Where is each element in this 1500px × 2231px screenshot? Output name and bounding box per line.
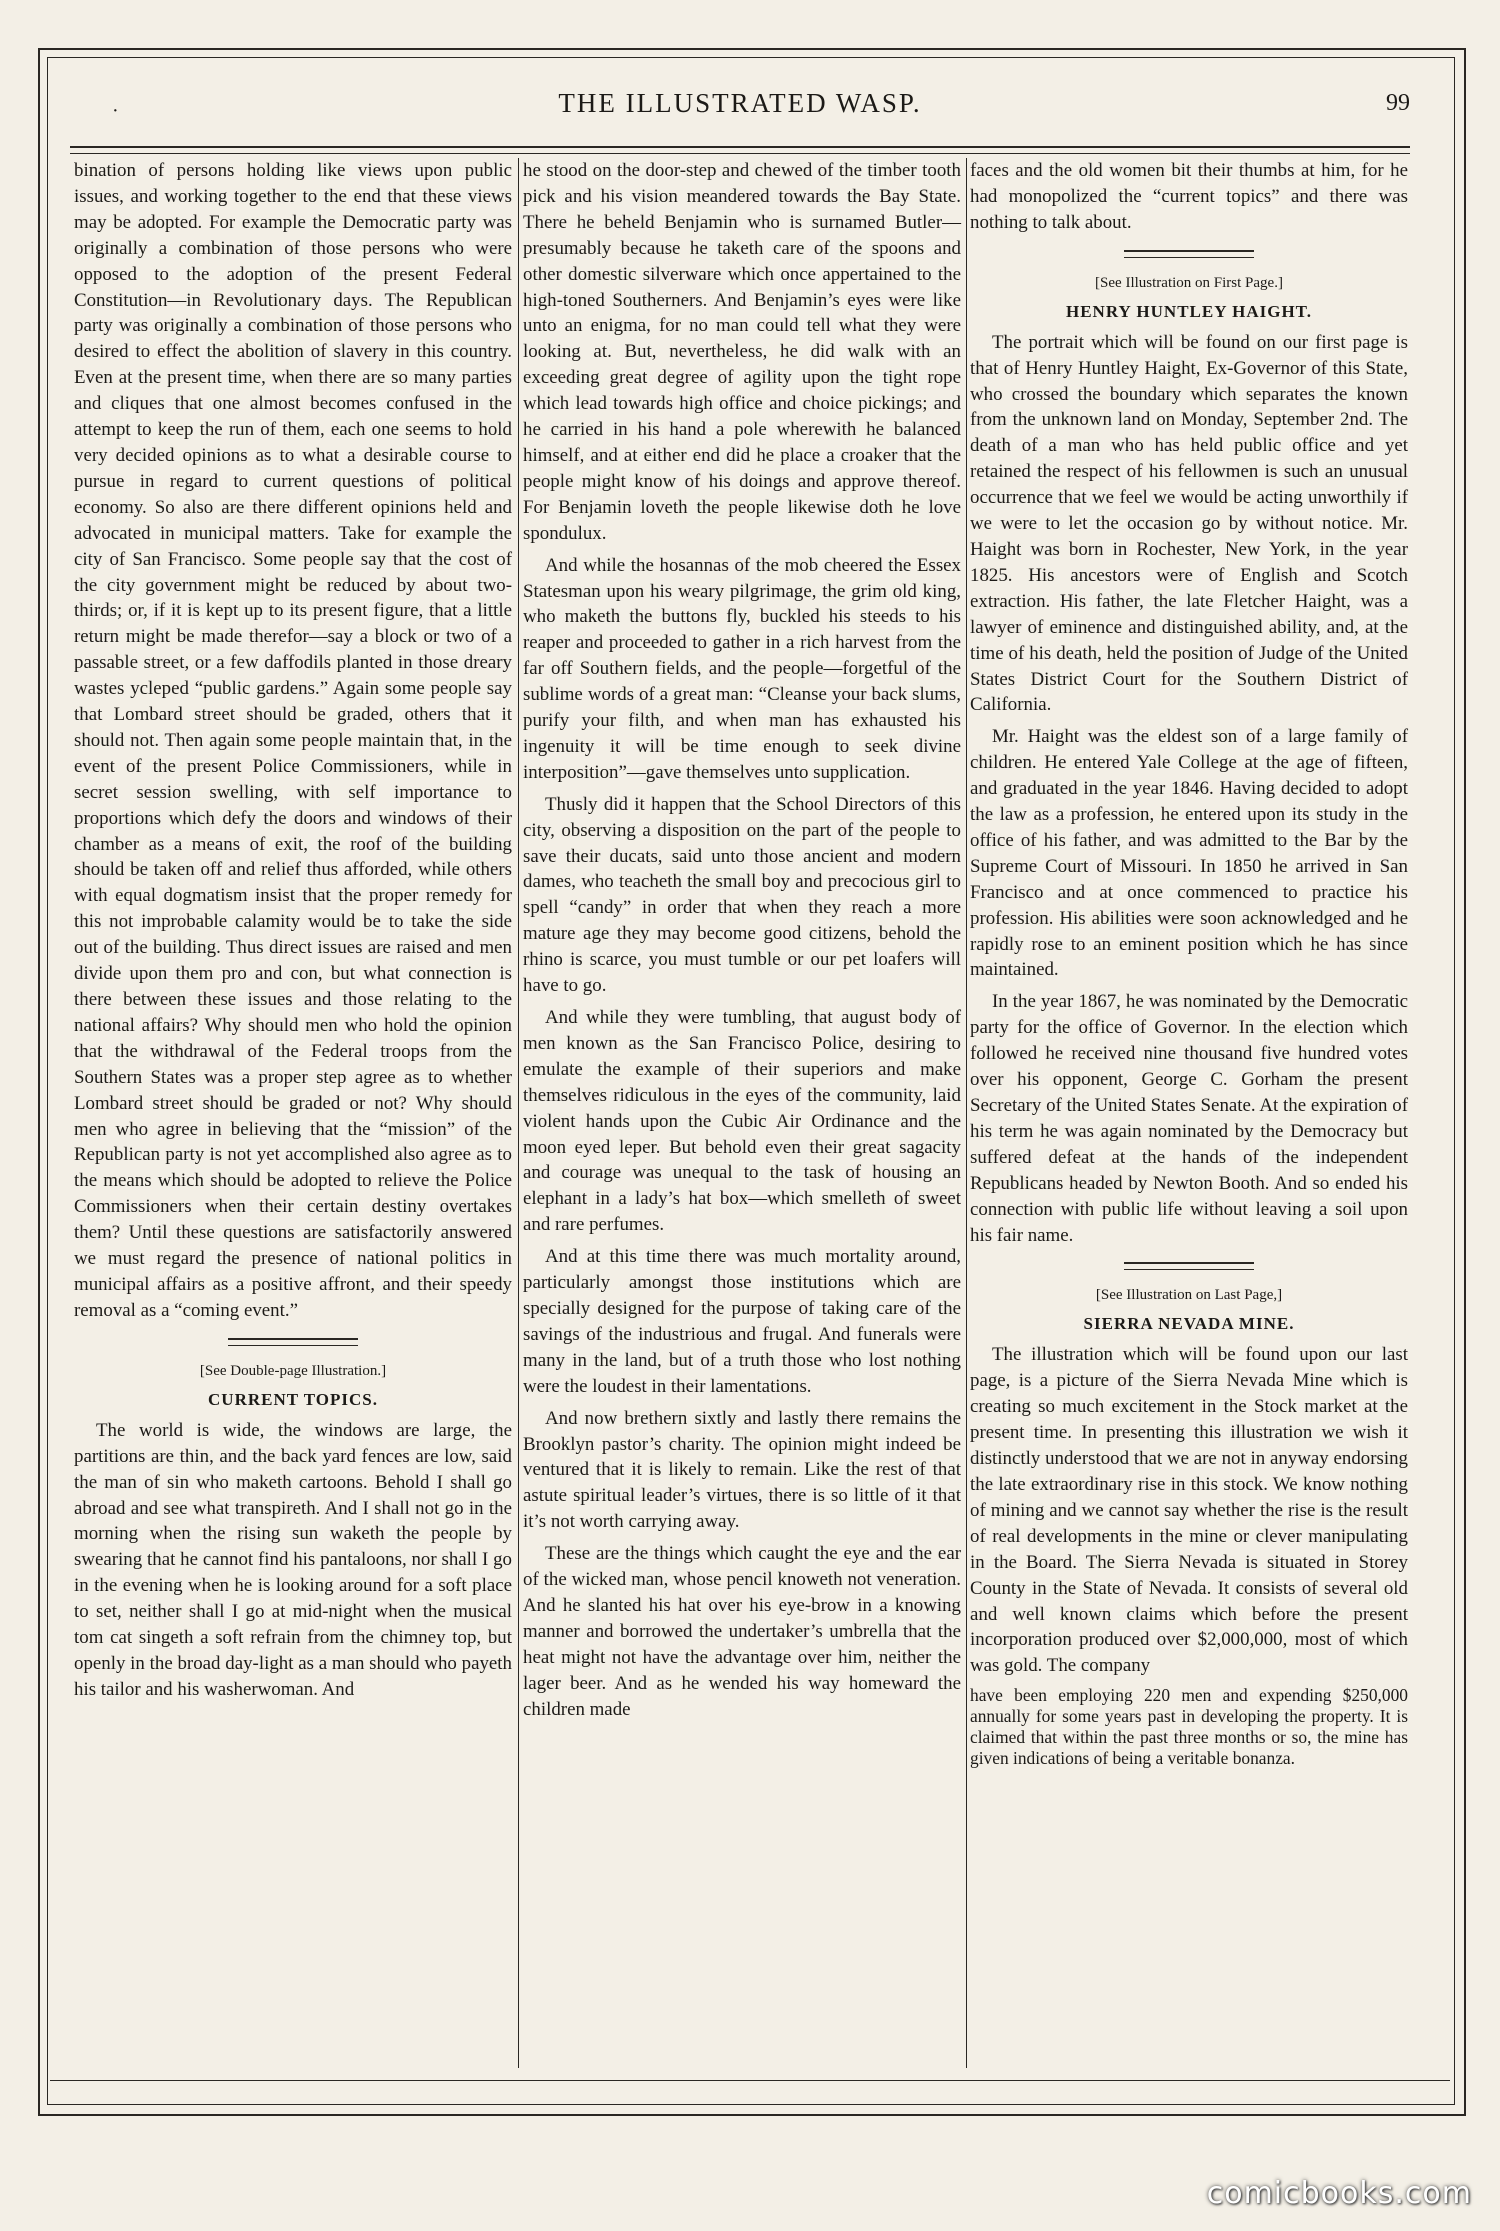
article-paragraph: In the year 1867, he was nominated by the Democratic party for the office of Governor. In the election which followed he received nine thousand five hundred votes over his opponent, George C. Gorham the present Secretary of the United States Senate. At the expiration of his term he was again nominated by the Democracy but suffered defeat at the hands of the independent Republicans headed by Newton Booth. And so ended his connection with public life without leaving a soil upon his fair name. [970, 991, 1408, 1246]
article-paragraph: faces and the old women bit their thumbs at him, for he had monopolized the “current topics” and there was nothing to talk about. [970, 160, 1408, 233]
article-paragraph: he stood on the door-step and chewed of the timber tooth pick and his vision meandered towards the Bay State. There he beheld Benjamin who is surnamed Butler—presumably because he taketh care of the spoons and other domestic silverware which once appertained to the high-toned Southerners. And Benjamin’s eyes were like unto an enigma, for no man could tell what they were looking at. But, nevertheless, he did walk with an exceeding great degree of agility upon the tight rope which lead towards high office and choice pickings; and he carried in his hand a pole wherewith he balanced himself, and at either end did he place a croaker that the people might know of his doings and approve thereof. For Benjamin loveth the people likewise doth he love spondulux. [523, 160, 961, 544]
footer-rule [50, 2080, 1450, 2081]
article-paragraph: And now brethern sixtly and lastly there remains the Brooklyn pastor’s charity. The opinion might indeed be ventured that it is likely to remain. Like the rest of that astute spiritual leader’s virtues, there is so little of it that it’s not worth carrying away. [523, 1407, 961, 1533]
column-1 [74, 158, 512, 1709]
article-paragraph: Mr. Haight was the eldest son of a large family of children. He entered Yale College at the age of fifteen, and graduated in the year 1846. Having decided to adopt the law as a profession, he entered upon its study in the office of his father, and was admitted to the Bar by the Supreme Court of Missouri. In 1850 he arrived in San Francisco and at once commenced to practice his profession. His abilities were soon acknowledged and he rapidly rose to an eminent position which he has since maintained. [970, 726, 1408, 981]
section-separator [1124, 250, 1254, 258]
section-separator [1124, 1262, 1254, 1270]
column-divider-1 [518, 158, 519, 2068]
illustration-reference: [See Double-page Illustration.] [199, 1362, 387, 1379]
article-paragraph: These are the things which caught the eye and the ear of the wicked man, whose pencil knoweth not veneration. And he slanted his hat over his eye-brow in a knowing manner and borrowed the undertaker’s umbrella that the heat might not have the advantage over him, neither the lager beer. And as he wended his way homeward the children made [523, 1543, 961, 1720]
page-header [70, 82, 1410, 132]
header-rule [70, 146, 1410, 154]
article-paragraph: have been employing 220 men and expending $250,000 annually for some years past in developing the property. It is claimed that within the past three months or so, the mine has given indications of being a veritable bonanza. [970, 1685, 1408, 1769]
watermark: comicbooks.com [1206, 2176, 1472, 2211]
section-title-current-topics: CURRENT TOPICS. [208, 1389, 378, 1409]
article-paragraph: The world is wide, the windows are large, the partitions are thin, and the back yard fences are low, said the man of sin who maketh cartoons. Behold I shall go abroad and see what transpireth. And I shall not go in the morning when the rising sun waketh the people by swearing that he cannot find his pantaloons, nor shall I go in the evening when he is looking around for a soft place to set, neither shall I go at mid-night when the musical tom cat singeth a soft refrain from the chimney top, but openly in the broad day-light as a man should who payeth his tailor and his washerwoman. And [74, 1419, 512, 1700]
illustration-reference: [See Illustration on First Page.] [1095, 274, 1283, 291]
section-title-haight: HENRY HUNTLEY HAIGHT. [1066, 301, 1312, 321]
article-paragraph: And at this time there was much mortality around, particularly amongst those institutions which are specially designed for the purpose of taking care of the savings of the industrious and frugal. And funerals were many in the land, but of a truth those who lost nothing were the loudest in their lamentations. [523, 1246, 961, 1397]
masthead-title: THE ILLUSTRATED WASP. [558, 88, 922, 118]
column-divider-2 [966, 158, 967, 2068]
article-paragraph: The illustration which will be found upon our last page, is a picture of the Sierra Nevada Mine which is creating so much excitement in the Stock market at the present time. In presenting this illustration we wish it distinctly understood that we are not in anyway endorsing the late extraordinary rise in this stock. We know nothing of mining and we cannot say whether the rise is the result of real developments in the mine or clever manipulating in the Board. The Sierra Nevada is situated in Storey County in the State of Nevada. It consists of several old and well known claims which before the present incorporation produced over $2,000,000, most of which was gold. The company [970, 1344, 1408, 1677]
illustration-reference: [See Illustration on Last Page,] [1095, 1287, 1283, 1304]
article-paragraph: And while the hosannas of the mob cheered the Essex Statesman upon his weary pilgrimage, the grim old king, who maketh the buttons fly, buckled his steeds to his reaper and proceeded to gather in a rich harvest from the far off Southern fields, and the people—forgetful of the sublime words of a great man: “Cleanse your back slums, purify your filth, and when man has exhausted his ingenuity it will be time enough to seek divine interposition”—gave themselves unto supplication. [523, 554, 961, 783]
header-ornament: · [112, 100, 119, 122]
article-paragraph: The portrait which will be found on our first page is that of Henry Huntley Haight, Ex-Governor of this State, who crossed the boundary which separates the known from the unknown land on Monday, September 2nd. The death of a man who has held public office and yet retained the respect of his fellowmen is such an unusual occurrence that we feel we would be acting unworthily if we were to let the occasion go by without notice. Mr. Haight was born in Rochester, New York, in the year 1825. His ancestors were of English and Scotch extraction. His father, the late Fletcher Haight, was a lawyer of eminence and distinguished ability, and, at the time of his death, held the position of Judge of the United States District Court for the Southern District of California. [970, 331, 1408, 716]
article-paragraph: Thusly did it happen that the School Directors of this city, observing a disposition on the part of the people to save their ducats, said unto those ancient and modern dames, who teacheth the small boy and precocious girl to spell “candy” in order that when they reach a more mature age they may become good citizens, behold the rhino is scarce, you must tumble or our pet loafers will have to go. [523, 793, 961, 997]
article-paragraph: And while they were tumbling, that august body of men known as the San Francisco Police, desiring to emulate the example of their superiors and make themselves ridiculous in the eyes of the community, laid violent hands upon the Cubic Air Ordinance and the moon eyed leper. But behold even their great sagacity and courage was unequal to the task of housing an elephant in a lady’s hat box—which smelleth of sweet and rare perfumes. [523, 1007, 961, 1236]
column-2 [523, 158, 961, 1728]
page-number: 99 [1386, 90, 1410, 116]
article-paragraph: bination of persons holding like views upon public issues, and working together to the end that these views may be adopted. For example the Democratic party was originally a combination of those persons who were opposed to the adoption of the present Federal Constitution—in Revolutionary days. The Republican party was originally a combination of those persons who desired to effect the abolition of slavery in this country. Even at the present time, when there are so many parties and cliques that one almost becomes confused in the attempt to keep the run of them, each one seems to hold very decided opinions as to what a desirable course to pursue in regard to current questions of political economy. So also are there different opinions held and advocated in municipal matters. Take for example the city of San Francisco. Some people say that the cost of the city government might be reduced by about two-thirds; or, if it is kept up to its present figure, that a little return might be made therefor—say a block or two of a passable street, or a few daffodils planted in those dreary wastes ycleped “public gardens.” Again some people say that Lombard street should be graded, others that it should not. Then again some people maintain that, in the event of the present Police Commissioners, while in secret session swelling, with self importance to proportions which defy the doors and windows of their chamber as a means of exit, the roof of the building should be taken off and relief thus afforded, while others with equal dogmatism insist that the proper remedy for this not improbable calamity would be to take the side out of the building. Thus direct issues are raised and men divide upon them pro and con, but what connection is there between these issues and those relating to the national affairs? Why should men who hold the opinion that the withdrawal of the Federal troops from the Southern States was a proper step agree as to whether Lombard street should be graded or not? Why should men who agree in believing that the “mission” of the Republican party is not yet accomplished also agree as to the means which should be adopted to relieve the Police Commissioners when their certain destiny overtakes them? Until these questions are satisfactorily answered we must regard the presence of national politics in municipal affairs as a positive affront, and their speedy removal as a “coming event.” [74, 160, 512, 1321]
section-title-sierra-nevada: SIERRA NEVADA MINE. [1083, 1314, 1295, 1334]
section-separator [228, 1338, 358, 1346]
column-3 [970, 158, 1408, 1775]
